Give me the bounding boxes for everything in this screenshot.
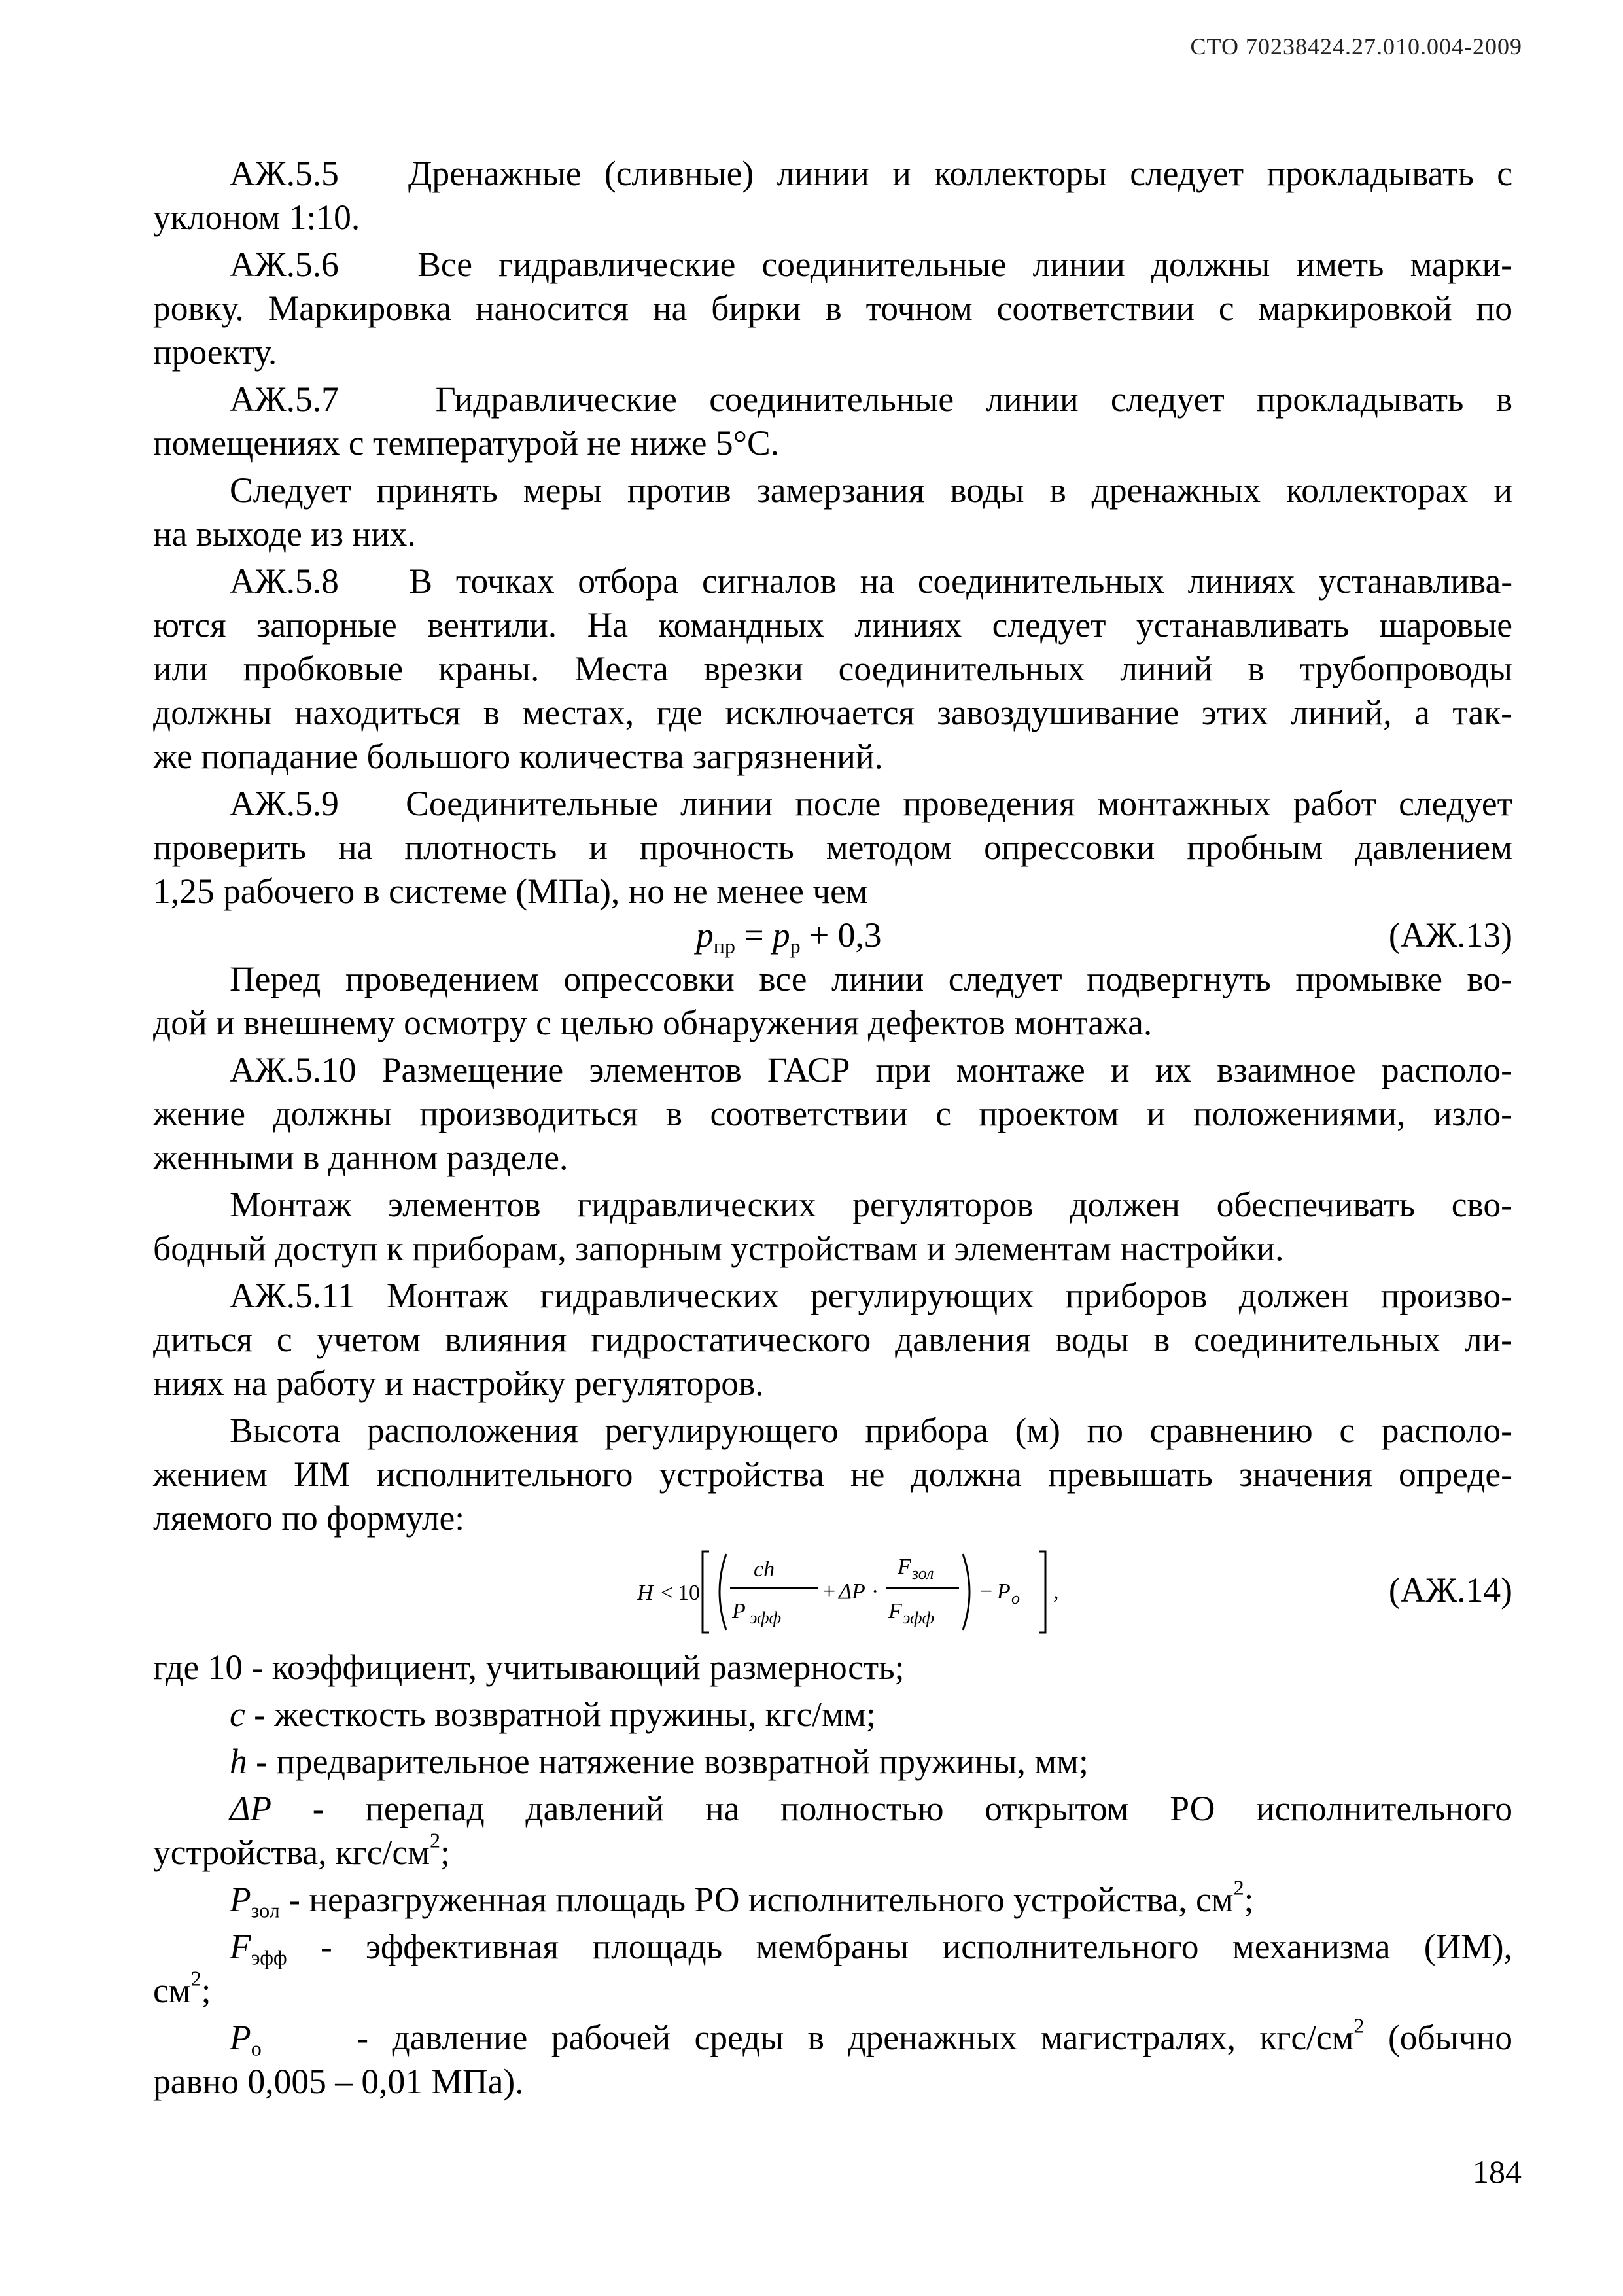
definition-deltaP bbox=[153, 1787, 1512, 1875]
formula-F: F bbox=[898, 1555, 911, 1579]
definition-text: устройства, кгс/см bbox=[153, 1833, 430, 1872]
paragraph-pressure-test bbox=[153, 957, 1512, 1045]
equation-aj-13 bbox=[153, 913, 1512, 957]
subscript: о bbox=[251, 2036, 262, 2060]
superscript: 2 bbox=[1233, 1875, 1244, 1899]
superscript: 2 bbox=[1353, 2013, 1365, 2038]
formula-plus: + bbox=[823, 1580, 836, 1604]
clause-number: АЖ.5.11 bbox=[230, 1276, 355, 1315]
definition-Pzol bbox=[153, 1875, 1512, 1922]
equation-aj-14 bbox=[153, 1545, 1512, 1640]
paragraph-text: Все гидравлические соединительные линии должны иметь марки- bbox=[417, 245, 1512, 284]
definition-symbol: P bbox=[230, 2018, 251, 2057]
definition-text: - коэффициент, учитывающий размерность; bbox=[251, 1648, 905, 1687]
formula-H: H bbox=[637, 1581, 654, 1605]
paragraph-text: на выходе из них. bbox=[153, 514, 416, 554]
paragraph-aj-5-6 bbox=[153, 243, 1512, 374]
paragraph-aj-5-9 bbox=[153, 782, 1512, 913]
paragraph-text: ниях на работу и настройку регуляторов. bbox=[153, 1364, 764, 1403]
paragraph-text: или пробковые краны. Места врезки соединительных линий в трубопроводы bbox=[153, 649, 1512, 688]
clause-number: АЖ.5.10 bbox=[230, 1050, 357, 1089]
definition-text: - предварительное натяжение возвратной пружины, мм; bbox=[256, 1742, 1089, 1781]
paragraph-text: Дренажные (сливные) линии и коллекторы следует прокладывать с bbox=[408, 154, 1513, 193]
formula-sub-eff: эфф bbox=[750, 1608, 782, 1627]
eq-op: + 0,3 bbox=[800, 915, 882, 955]
clause-number: АЖ.5.9 bbox=[230, 784, 339, 823]
paragraph-text: Гидравлические соединительные линии следует прокладывать в bbox=[435, 380, 1513, 419]
clause-number: АЖ.5.8 bbox=[230, 561, 339, 601]
clause-number: АЖ.5.7 bbox=[230, 380, 339, 419]
paragraph-text: должны находиться в местах, где исключается завоздушивание этих линий, а так- bbox=[153, 693, 1512, 732]
superscript: 2 bbox=[190, 1966, 201, 1990]
definition-text: - давление рабочей среды в дренажных магистралях, кгс/см bbox=[357, 2018, 1354, 2057]
paragraph-text: ются запорные вентили. На командных линиях следует устанавливать шаровые bbox=[153, 605, 1512, 645]
definition-text: - перепад давлений на полностью открытом РО исполнительного bbox=[312, 1789, 1513, 1828]
paragraph-text: Перед проведением опрессовки все линии следует подвергнуть промывке во- bbox=[230, 959, 1512, 998]
paragraph-text: уклоном 1:10. bbox=[153, 198, 360, 237]
subscript: зол bbox=[251, 1898, 280, 1922]
eq-sub: пр bbox=[713, 934, 735, 958]
bracket-left bbox=[703, 1551, 709, 1633]
formula-lt: < bbox=[661, 1581, 674, 1605]
eq-var: p bbox=[696, 915, 714, 955]
formula-dot: · bbox=[871, 1580, 879, 1604]
definition-symbol: F bbox=[230, 1927, 251, 1966]
paragraph-text: бодный доступ к приборам, запорным устройствам и элементам настройки. bbox=[153, 1229, 1284, 1268]
definition-text: - эффективная площадь мембраны исполнительного механизма (ИМ), bbox=[321, 1927, 1513, 1966]
document-code-header: СТО 70238424.27.010.004-2009 bbox=[1190, 33, 1522, 60]
paragraph-text: жением ИМ исполнительного устройства не должна превышать значения опреде- bbox=[153, 1455, 1512, 1494]
paragraph-text: 1,25 рабочего в системе (МПа), но не менее чем bbox=[153, 872, 868, 911]
formula-P: P bbox=[732, 1599, 746, 1623]
eq-sub: р bbox=[790, 934, 801, 958]
formula-ten: 10 bbox=[678, 1581, 700, 1605]
formula-deltaP: ΔP bbox=[839, 1580, 865, 1604]
paragraph-aj-5-7 bbox=[153, 378, 1512, 465]
formula-Po: P bbox=[997, 1580, 1011, 1604]
paragraph-text: Монтаж элементов гидравлических регуляторов должен обеспечивать сво- bbox=[230, 1185, 1512, 1224]
paragraph-text: женными в данном разделе. bbox=[153, 1138, 568, 1177]
eq-var: p bbox=[772, 915, 790, 955]
paren-right bbox=[963, 1554, 969, 1630]
paragraph-text: Размещение элементов ГАСР при монтаже и их взаимное располо- bbox=[381, 1050, 1512, 1089]
definition-10 bbox=[153, 1646, 1512, 1689]
paren-left bbox=[720, 1554, 726, 1630]
paragraph-text: ляемого по формуле: bbox=[153, 1498, 465, 1538]
eq-op: = bbox=[735, 915, 773, 955]
bracket-right bbox=[1039, 1551, 1045, 1633]
paragraph-text: проекту. bbox=[153, 332, 277, 372]
paragraph-height-limit bbox=[153, 1409, 1512, 1540]
paragraph-text: Монтаж гидравлических регулирующих приборов должен произво- bbox=[386, 1276, 1512, 1315]
definition-text: - жесткость возвратной пружины, кгс/мм; bbox=[254, 1695, 876, 1734]
formula-sub-eff: эфф bbox=[903, 1608, 935, 1627]
paragraph-text: Соединительные линии после проведения монтажных работ следует bbox=[406, 784, 1512, 823]
paragraph-aj-5-11 bbox=[153, 1274, 1512, 1405]
paragraph-text: проверить на плотность и прочность методом опрессовки пробным давлением bbox=[153, 828, 1512, 867]
page-content bbox=[153, 152, 1512, 2104]
equation-body bbox=[696, 913, 882, 957]
definition-h bbox=[153, 1740, 1512, 1784]
subscript: эфф bbox=[251, 1945, 287, 1969]
paragraph-text: диться с учетом влияния гидростатического давления воды в соединительных ли- bbox=[153, 1320, 1512, 1359]
paragraph-aj-5-8 bbox=[153, 559, 1512, 779]
paragraph-freezing bbox=[153, 468, 1512, 556]
definition-text: см bbox=[153, 1971, 191, 2010]
definition-text: (обычно bbox=[1364, 2018, 1512, 2057]
symbol-definitions bbox=[153, 1646, 1512, 2104]
paragraph-aj-5-10 bbox=[153, 1048, 1512, 1180]
paragraph-text: жение должны производиться в соответствии с проектом и положениями, изло- bbox=[153, 1094, 1512, 1133]
equation-number: (АЖ.13) bbox=[1388, 915, 1512, 955]
paragraph-aj-5-5 bbox=[153, 152, 1512, 239]
formula-graphic bbox=[637, 1542, 1226, 1640]
definition-symbol: c bbox=[230, 1695, 245, 1734]
formula-minus: − bbox=[980, 1580, 993, 1604]
formula-F: F bbox=[888, 1599, 902, 1623]
paragraph-text: Высота расположения регулирующего прибора (м) по сравнению с располо- bbox=[230, 1411, 1512, 1450]
superscript: 2 bbox=[429, 1828, 441, 1852]
definition-symbol: P bbox=[230, 1880, 251, 1919]
definition-text: ; bbox=[440, 1833, 450, 1872]
paragraph-mounting-access bbox=[153, 1183, 1512, 1271]
formula-ch: ch bbox=[754, 1557, 775, 1581]
formula-sub-o: o bbox=[1011, 1589, 1020, 1608]
definition-Po bbox=[153, 2013, 1512, 2104]
page-number: 184 bbox=[1473, 2153, 1522, 2190]
definition-c bbox=[153, 1693, 1512, 1737]
definition-text: - неразгруженная площадь РО исполнительного устройства, см bbox=[288, 1880, 1234, 1919]
paragraph-text: дой и внешнему осмотру с целью обнаружения дефектов монтажа. bbox=[153, 1003, 1153, 1042]
definition-text: равно 0,005 – 0,01 МПа). bbox=[153, 2062, 524, 2101]
paragraph-text: ровку. Маркировка наносится на бирки в точном соответствии с маркировкой по bbox=[153, 289, 1512, 328]
paragraph-text: же попадание большого количества загрязнений. bbox=[153, 737, 883, 776]
formula-comma: , bbox=[1053, 1580, 1059, 1604]
definition-text: ; bbox=[1244, 1880, 1254, 1919]
clause-number: АЖ.5.5 bbox=[230, 154, 339, 193]
formula-sub-zol: зол bbox=[912, 1564, 934, 1583]
definition-symbol: где 10 bbox=[153, 1648, 243, 1687]
definition-symbol: h bbox=[230, 1742, 247, 1781]
paragraph-text: В точках отбора сигналов на соединительных линиях устанавлива- bbox=[409, 561, 1513, 601]
paragraph-text: Следует принять меры против замерзания воды в дренажных коллекторах и bbox=[230, 470, 1512, 510]
equation-number: (АЖ.14) bbox=[1388, 1570, 1512, 1610]
definition-symbol: ΔP bbox=[230, 1789, 272, 1828]
clause-number: АЖ.5.6 bbox=[230, 245, 339, 284]
definition-text: ; bbox=[201, 1971, 211, 2010]
definition-Feff bbox=[153, 1925, 1512, 2013]
paragraph-text: помещениях с температурой не ниже 5°С. bbox=[153, 423, 780, 463]
